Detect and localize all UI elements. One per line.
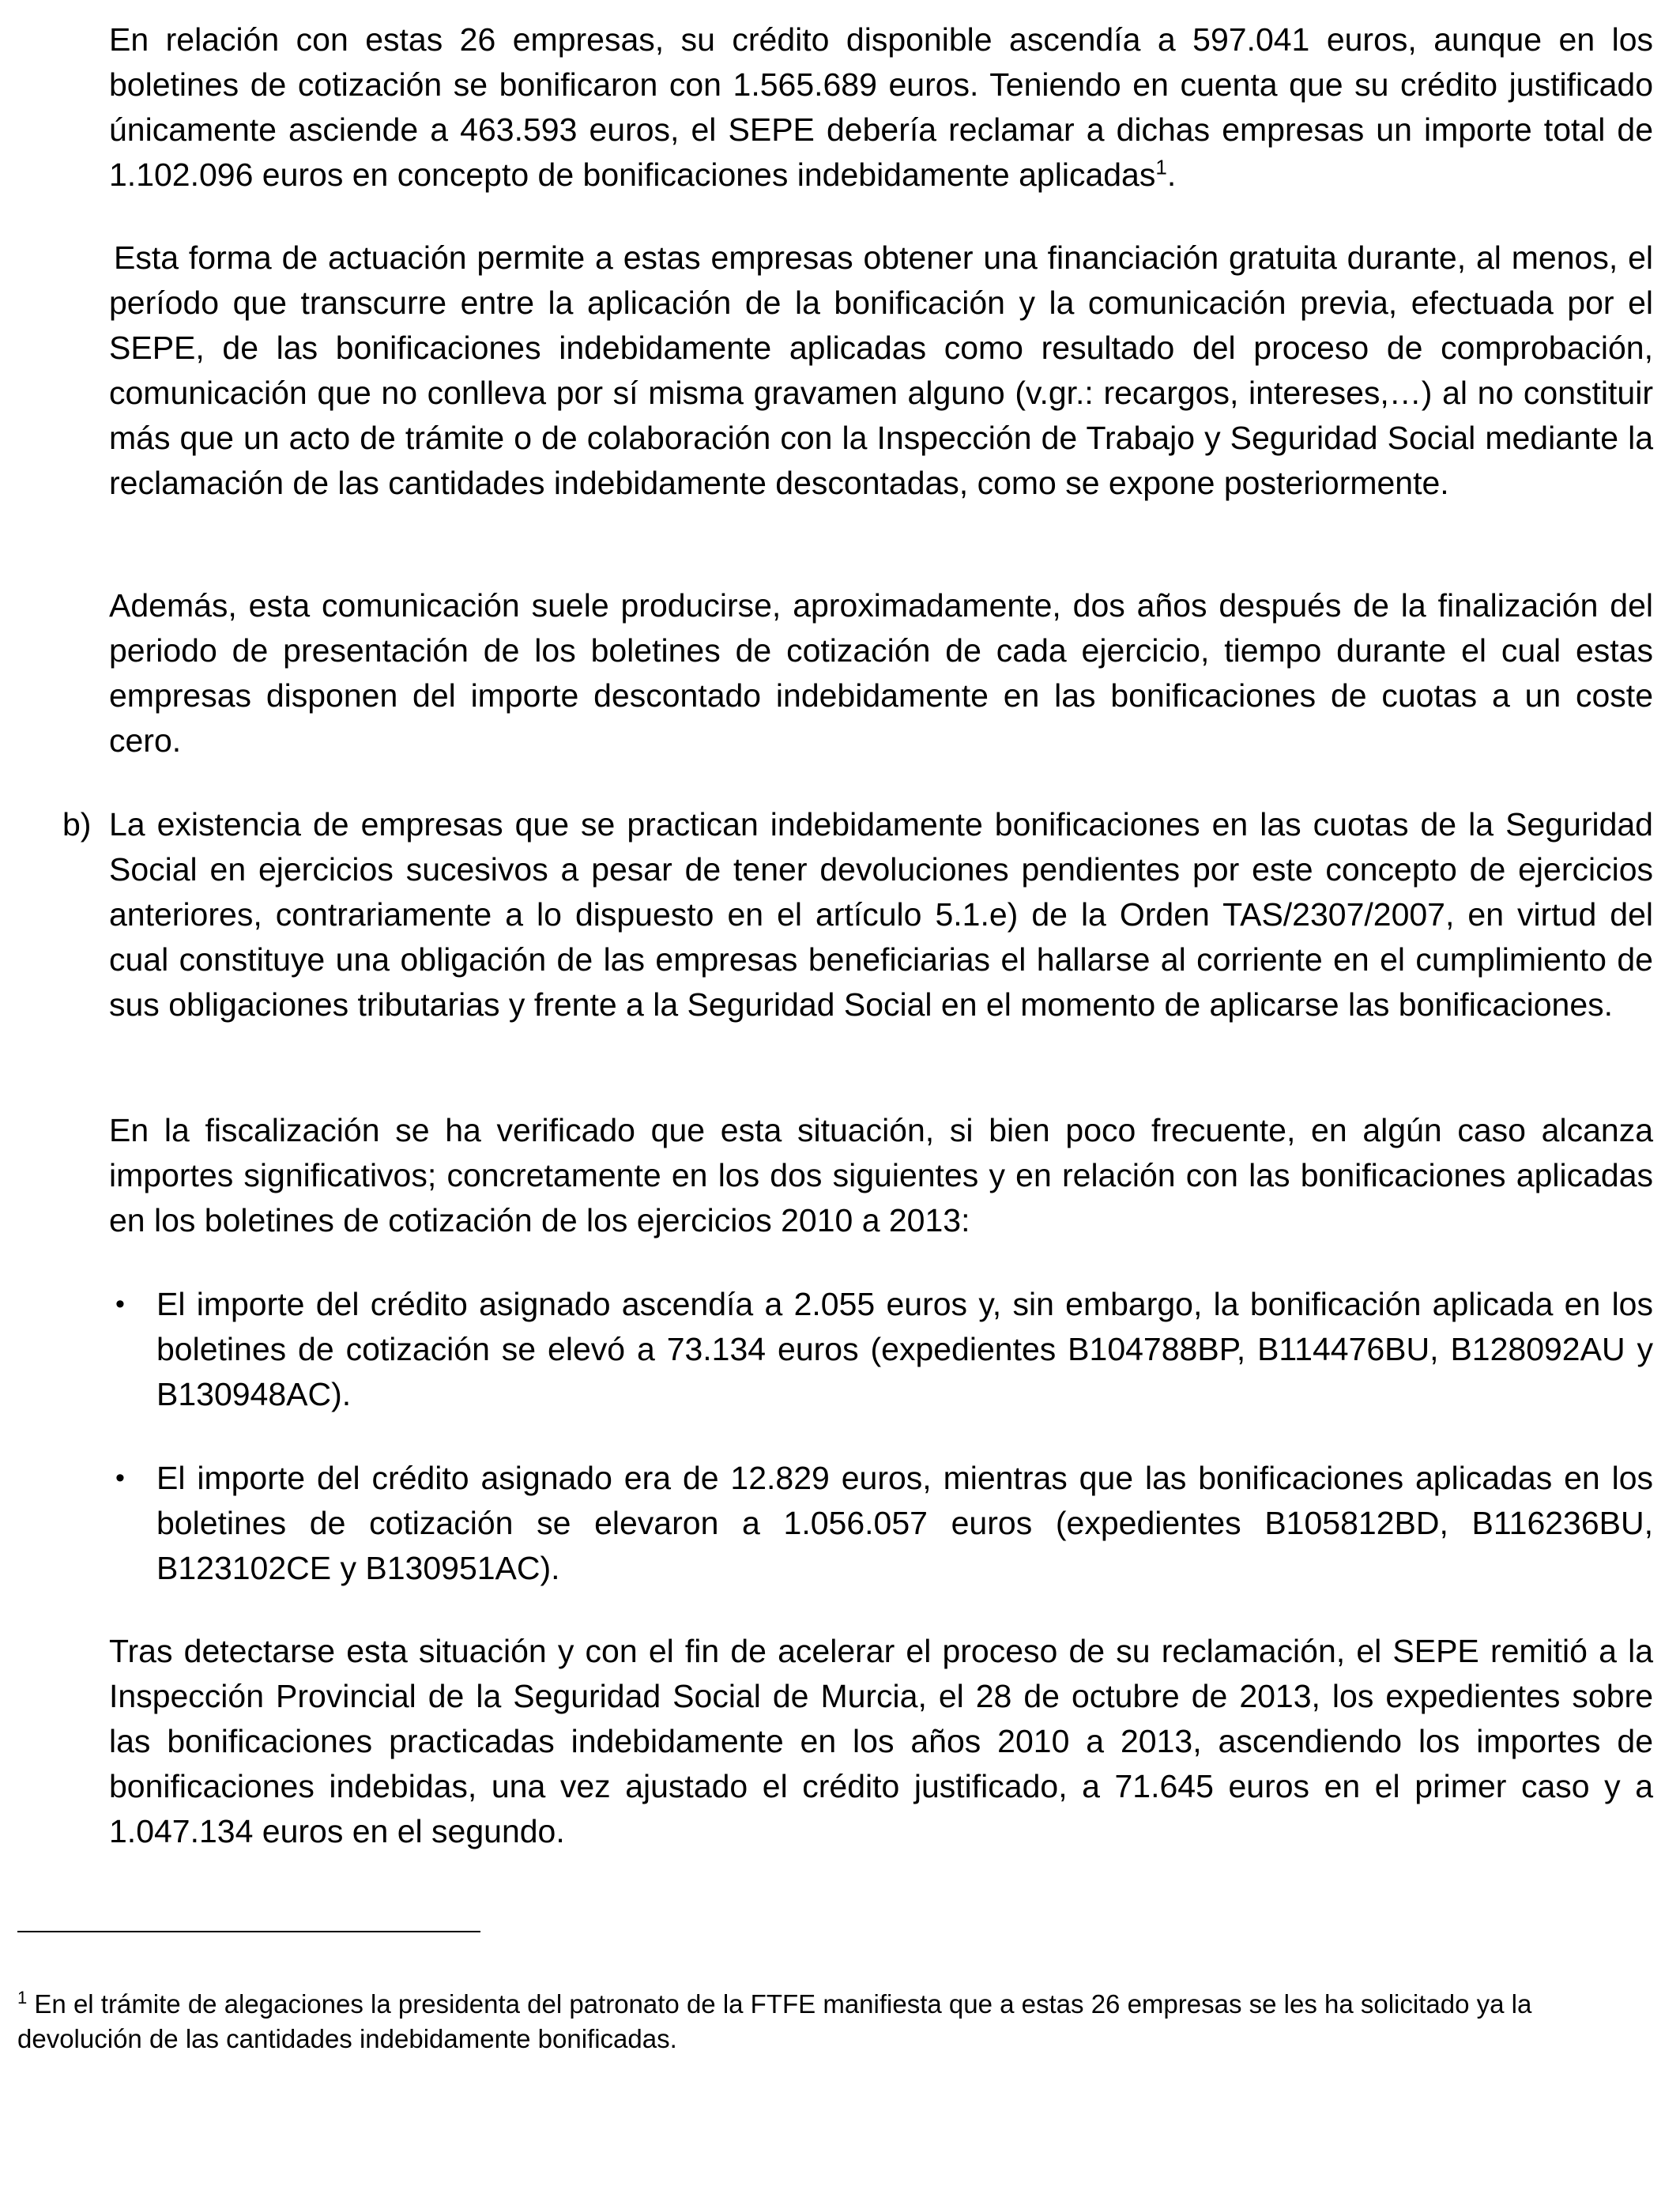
paragraph-end-punctuation: .: [1166, 156, 1177, 193]
bullet-item: [115, 1282, 1653, 1417]
list-item-text: La existencia de empresas que se practican indebidamente bonificaciones en las cuotas de la Seguridad Social en ejercicios sucesivos a pesar de tener devoluciones pendientes por este concepto de ejercicios anteriores, contrariamente a lo dispuesto en el artículo 5.1.e) de la Orden TAS/2307/2007, en virtud del cual constituye una obligación de las empresas beneficiarias el hallarse al corriente en el cumplimiento de sus obligaciones tributarias y frente a la Seguridad Social en el momento de aplicarse las bonificaciones.: [109, 806, 1653, 1023]
paragraph-communication-timing: Además, esta comunicación suele producirse, aproximadamente, dos años después de la finalización del periodo de presentación de los boletines de cotización de cada ejercicio, tiempo durante el cual estas empresas disponen del importe descontado indebidamente en las bonificaciones de cuotas a un coste cero.: [109, 587, 1653, 759]
paragraph-text: En relación con estas 26 empresas, su crédito disponible ascendía a 597.041 euros, aunque en los boletines de cotización se bonificaron con 1.565.689 euros. Teniendo en cuenta que su crédito justificado únicamente asciende a 463.593 euros, el SEPE debería reclamar a dichas empresas un importe total de 1.102.096 euros en concepto de bonificaciones indebidamente aplicadas: [109, 21, 1653, 193]
bullet-text: El importe del crédito asignado ascendía a 2.055 euros y, sin embargo, la bonificación aplicada en los boletines de cotización se elevó a 73.134 euros (expedientes B104788BP, B114476BU, B128092AU y B130948AC).: [156, 1286, 1653, 1412]
bullet-text: El importe del crédito asignado era de 12.829 euros, mientras que las bonificaciones aplicadas en los boletines de cotización se elevaron a 1.056.057 euros (expedientes B105812BD, B116236BU, B123102CE y B130951AC).: [156, 1460, 1653, 1586]
footnote-number: 1: [17, 1988, 28, 2007]
paragraph-free-financing: Esta forma de actuación permite a estas empresas obtener una financiación gratuita durante, al menos, el período que transcurre entre la aplicación de la bonificación y la comunicación previa, efectuada por el SEPE, de las bonificaciones indebidamente aplicadas como resultado del proceso de comprobación, comunicación que no conlleva por sí misma gravamen alguno (v.gr.: recargos, intereses,…) al no constituir más que un acto de trámite o de colaboración con la Inspección de Trabajo y Seguridad Social mediante la reclamación de las cantidades indebidamente descontadas, como se expone posteriormente.: [109, 239, 1653, 501]
footnote-text: En el trámite de alegaciones la presidenta del patronato de la FTFE manifiesta que a estas 26 empresas se les ha solicitado ya la devolución de las cantidades indebidamente bonificadas.: [17, 1989, 1532, 2053]
paragraph-referral-to-inspection: Tras detectarse esta situación y con el fin de acelerar el proceso de su reclamación, el SEPE remitió a la Inspección Provincial de la Seguridad Social de Murcia, el 28 de octubre de 2013, los expedientes sobre las bonificaciones practicadas indebidamente en los años 2010 a 2013, ascendiendo los importes de bonificaciones indebidas, una vez ajustado el crédito justificado, a 71.645 euros en el primer caso y a 1.047.134 euros en el segundo.: [109, 1633, 1653, 1849]
bullet-icon: •: [115, 1289, 125, 1319]
paragraph-audit-findings: En la fiscalización se ha verificado que esta situación, si bien poco frecuente, en algún caso alcanza importes significativos; concretamente en los dos siguientes y en relación con las bonificaciones aplicadas en los boletines de cotización de los ejercicios 2010 a 2013:: [109, 1112, 1653, 1238]
list-marker: b): [62, 806, 92, 843]
footnote-separator: [17, 1931, 480, 1932]
footnote-reference[interactable]: 1: [1155, 155, 1167, 179]
footnote: [17, 1987, 1655, 2056]
list-item-b: [62, 802, 1653, 1027]
bullet-item: [115, 1456, 1653, 1591]
bullet-icon: •: [115, 1463, 125, 1493]
paragraph-credit-summary: [109, 17, 1653, 198]
